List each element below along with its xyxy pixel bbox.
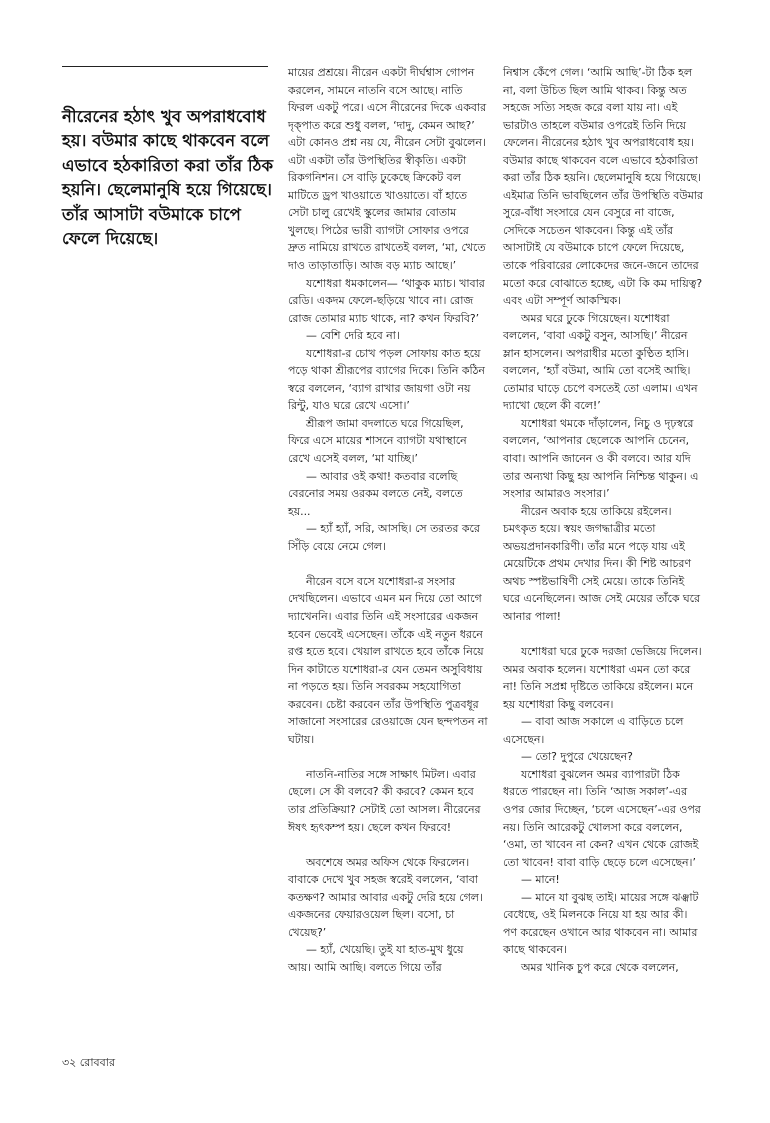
body-paragraph: যশোধরা বুঝলেন অমর ব্যাপারটা ঠিক ধরতে পারছেন না। তিনি ‘আজ সকাল’-এর ওপর জোর দিচ্ছেন, ‘চলে এসেছেন’-এর ওপর নয়। তিনি আরেকটু খোলসা করে বললেন, ‘ওমা, তা খাবেন না কেন? এখন থেকে রোজই তো খাবেন! বাবা বাড়ি ছেড়ে চলে এসেছেন।’	[503, 767, 701, 869]
body-paragraph: — তো? দুপুরে খেয়েছেন?	[521, 750, 633, 764]
page-folio: ৩২ রোববার	[62, 1056, 115, 1069]
body-paragraph: — বেশি দেরি হবে না।	[306, 329, 400, 343]
body-paragraph: অমর খানিক চুপ করে থেকে বললেন,	[521, 960, 679, 974]
body-paragraph: নিশ্বাস কেঁপে গেল। ‘আমি আছি’-টা ঠিক হল না, বলা উচিত ছিল আমি থাকব। কিন্তু অত সহজে সত্যি সহজ করে বলা যায় না। এই ভারটাও তাহলে বউমার ওপরেই তিনি দিয়ে ফেলেন। নীরেনের হঠাৎ খুব অপরাধবোধ হয়। বউমার কাছে থাকবেন বলে এভাবে হঠকারিতা করা তাঁর ঠিক হয়নি। ছেলেমানুষি হয়ে গিয়েছে। এইমাত্র তিনি ভাবছিলেন তাঁর উপস্থিতি বউমার সুরে-বাঁধা সংসারে যেন বেসুরে না বাজে, সেদিকে সচেতন থাকবেন। কিন্তু এই তাঁর আসাটাই যে বউমাকে চাপে ফেলে দিয়েছে, তাকে পরিবারের লোকেদের জনে-জনে তাদের মতো করে বোঝাতে হচ্ছে, এটা কি কম দায়িত্ব? এবং এটা সম্পূর্ণ আকস্মিক।	[503, 66, 703, 308]
body-paragraph: নীরেন বসে বসে যশোধরা-র সংসার দেখছিলেন। এভাবে এমন মন দিয়ে তো আগে দ্যাখেননি। এবার তিনি এই সংসারের একজন হবেন ভেবেই এসেছেন। তাঁকে এই নতুন ধরনে রপ্ত হতে হবে। খেয়াল রাখতে হবে তাঁকে নিয়ে দিন কাটাতে যশোধরা-র যেন তেমন অসুবিধায় না পড়তে হয়। তিনি সবরকম সহযোগিতা করবেন। চেষ্টা করবেন তাঁর উপস্থিতি পুত্রবধূর সাজানো সংসারের রেওয়াজে যেন ছন্দপতন না ঘটায়।	[288, 574, 488, 746]
body-paragraph: যশোধরা-র চোখ পড়ল সোফায় কাত হয়ে পড়ে থাকা শ্রীরূপের ব্যাগের দিকে। তিনি কঠিন স্বরে বললেন, ‘ব্যাগ রাখার জায়গা ওটা নয় রিন্টু, যাও ঘরে রেখে এসো।’	[288, 346, 485, 413]
body-paragraph: — মানে যা বুঝছ তাই। মায়ের সঙ্গে ঝঞ্ঝাট বেধেছে, ওই মিলনকে নিয়ে যা হয় আর কী। পণ করেছেন ওখানে আর থাকবেন না। আমার কাছে থাকবেন।	[503, 890, 699, 957]
text-column-right	[503, 64, 703, 976]
body-paragraph: যশোধরা থমকে দাঁড়ালেন, নিচু ও দৃঢ়স্বরে বললেন, ‘আপনার ছেলেকে আপনি চেনেন, বাবা। আপনি জানেন ও কী বলবে। আর যদি তার অন্যথা কিছু হয় আপনি নিশ্চিন্ত থাকুন। এ সংসার আমারও সংসার।’	[503, 416, 699, 501]
body-paragraph: — মানে!	[521, 873, 560, 887]
body-paragraph: যশোধরা ঘরে ঢুকে দরজা ভেজিয়ে দিলেন। অমর অবাক হলেন। যশোধরা এমন তো করে না! তিনি সপ্রশ্ন দৃষ্টিতে তাকিয়ে রইলেন। মনে হয় যশোধরা কিছু বলবেন।	[503, 645, 702, 711]
body-paragraph: নাতনি-নাতির সঙ্গে সাক্ষাৎ মিটল। এবার ছেলে। সে কী বলবে? কী করবে? কেমন হবে তার প্রতিক্রিয়া? সেটাই তো আসল। নীরেনের ঈষৎ হৃৎকম্প হয়। ছেলে কখন ফিরবে!	[288, 767, 481, 834]
top-rule	[62, 66, 268, 67]
text-column-middle	[288, 64, 488, 976]
body-paragraph: অবশেষে অমর অফিস থেকে ফিরলেন। বাবাকে দেখে খুব সহজ স্বরেই বললেন, ‘বাবা কতক্ষণ? আমার আবার একটু দেরি হয়ে গেল। একজনের ফেয়ারওয়েল ছিল। বসো, চা খেয়েছ?’	[288, 855, 483, 939]
body-paragraph: — বাবা আজ সকালে এ বাড়িতে চলে এসেছেন।	[503, 715, 684, 746]
body-paragraph: শ্রীরূপ জামা বদলাতে ঘরে গিয়েছিল, ফিরে এসে মায়ের শাসনে ব্যাগটা যথাস্থানে রেখে এসেই বলল, ‘মা যাচ্ছি।’	[288, 416, 467, 466]
body-paragraph: — হ্যাঁ হ্যাঁ, সরি, আসছি। সে তরতর করে সিঁড়ি বেয়ে নেমে গেল।	[288, 522, 480, 553]
body-paragraph: — আবার ওই কথা! কতবার বলেছি বেরনোর সময় ওরকম বলতে নেই, বলতে হয়...	[288, 469, 463, 518]
body-paragraph: — হ্যাঁ, খেয়েছি। তুই যা হাত-মুখ ধুয়ে আয়। আমি আছি। বলতে গিয়ে তাঁর	[288, 943, 464, 974]
body-paragraph: অমর ঘরে ঢুকে গিয়েছেন। যশোধরা বললেন, ‘বাবা একটু বসুন, আসছি।’ নীরেন ম্লান হাসলেন। অপরাধীর মতো কুণ্ঠিত হাসি। বললেন, ‘হ্যাঁ বউমা, আমি তো বসেই আছি। তোমার ঘাড়ে চেপে বসতেই তো এলাম। এখন দ্যাখো ছেলে কী বলে!’	[503, 311, 698, 413]
body-paragraph: যশোধরা ধমকালেন— ‘থাকুক ম্যাচ। খাবার রেডি। একদম ফেলে-ছড়িয়ে খাবে না। রোজ রোজ তোমার ম্যাচ থাকে, না? কখন ফিরবি?’	[288, 276, 485, 325]
body-paragraph: নীরেন অবাক হয়ে তাকিয়ে রইলেন। চমৎকৃত হয়ে। স্বয়ং জগদ্ধাত্রীর মতো অভয়প্রদানকারিণী। তাঁর মনে পড়ে যায় এই মেয়েটিকে প্রথম দেখার দিন। কী শিষ্ট আচরণ অথচ স্পষ্টভাষিণী সেই মেয়ে। তাকে তিনিই ঘরে এনেছিলেন। আজ সেই মেয়ের তাঁকে ঘরে আনার পালা!	[503, 504, 701, 623]
pull-quote: নীরেনের হঠাৎ খুব অপরাধবোধ হয়। বউমার কাছে থাকবেন বলে এভাবে হঠকারিতা করা তাঁর ঠিক হয়নি। ছেলেমানুষি হয়ে গিয়েছে। তাঁর আসাটা বউমাকে চাপে ফেলে দিয়েছে।	[62, 107, 274, 249]
body-paragraph: মায়ের প্রশ্রয়ে। নীরেন একটা দীর্ঘশ্বাস গোপন করলেন, সামনে নাতনি বসে আছে। নাতি ফিরল একটু পরে। এসে নীরেনের দিকে একবার দৃক্‌পাত করে শুধু বলল, ‘দাদু, কেমন আছ?’ এটা কোনও প্রশ্ন নয় যে, নীরেন সেটা বুঝলেন। এটা একটা তাঁর উপস্থিতির স্বীকৃতি। একটা রিকগনিশন। সে বাড়ি ঢুকেছে ক্রিকেট বল মাটিতে ড্রপ খাওয়াতে খাওয়াতে। বাঁ হাতে সেটা চালু রেখেই স্কুলের জামার বোতাম খুলছে। পিঠের ভারী ব্যাগটা সোফার ওপরে দ্রুত নামিয়ে রাখতে রাখতেই বলল, ‘মা, খেতে দাও তাড়াতাড়ি। আজ বড় ম্যাচ আছে।’	[288, 66, 487, 273]
